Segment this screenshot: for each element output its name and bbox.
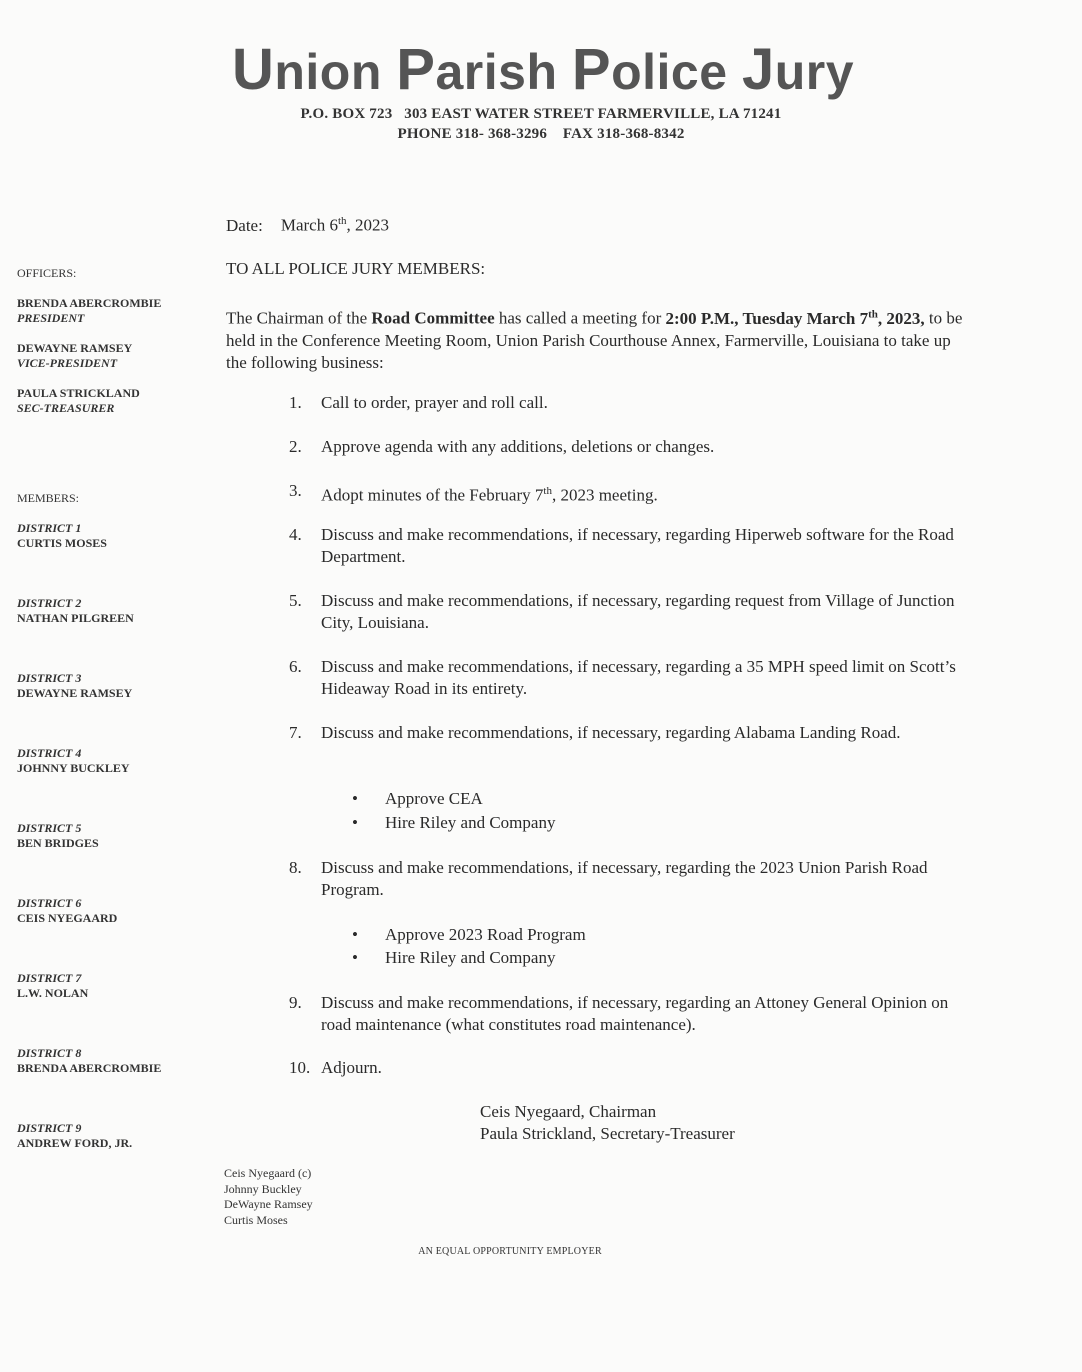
agenda-number: 9. <box>289 993 302 1012</box>
bullet-icon: • <box>352 813 358 832</box>
officer-entry <box>17 386 140 416</box>
agenda-number: 6. <box>289 657 302 676</box>
agenda-text: Adopt minutes of the February 7th, 2023 meeting. <box>321 485 658 505</box>
agenda-text: Call to order, prayer and roll call. <box>321 393 548 412</box>
intro-text: has called a meeting for <box>494 308 666 328</box>
cc-name: Johnny Buckley <box>224 1181 302 1196</box>
letter-date <box>226 215 389 236</box>
member-entry <box>17 1046 161 1076</box>
agenda-sub-item <box>352 813 555 833</box>
intro-text: The Chairman of the <box>226 308 372 328</box>
agenda-item <box>289 857 969 901</box>
member-name: ANDREW FORD, JR. <box>17 1136 133 1150</box>
agenda-text: Approve agenda with any additions, deletions or changes. <box>321 437 715 456</box>
agenda-item <box>289 656 969 700</box>
agenda-item <box>289 524 969 568</box>
officer-name: BRENDA ABERCROMBIE <box>17 296 162 310</box>
cc-name: Curtis Moses <box>224 1212 288 1227</box>
member-name: BEN BRIDGES <box>17 836 99 850</box>
bullet-icon: • <box>352 925 358 944</box>
agenda-text: Discuss and make recommendations, if necessary, regarding the 2023 Union Parish Road Program. <box>321 858 928 899</box>
agenda-text: Discuss and make recommendations, if necessary, regarding request from Village of Junction City, Louisiana. <box>321 591 955 632</box>
member-entry <box>17 521 107 551</box>
title-word-union: Union <box>231 37 382 102</box>
meeting-time: 2:00 P.M., Tuesday March 7th, 2023, <box>665 308 925 328</box>
member-entry <box>17 821 99 851</box>
agenda-number: 2. <box>289 437 302 456</box>
agenda-item <box>289 392 969 414</box>
member-entry <box>17 596 134 626</box>
agenda-item <box>289 436 969 458</box>
agenda-number: 4. <box>289 525 302 544</box>
agenda-text: Discuss and make recommendations, if necessary, regarding Alabama Landing Road. <box>321 723 901 742</box>
date-label: Date: <box>226 215 263 235</box>
agenda-sub-item <box>352 948 555 968</box>
agenda-text: Discuss and make recommendations, if necessary, regarding a 35 MPH speed limit on Scott’s Hideaway Road in its entirety. <box>321 657 956 698</box>
officer-entry <box>17 296 161 326</box>
member-district: DISTRICT 8 <box>17 1046 82 1060</box>
agenda-item <box>289 480 969 507</box>
member-entry <box>17 971 88 1001</box>
member-district: DISTRICT 7 <box>17 971 82 985</box>
signature-secretary: Paula Strickland, Secretary-Treasurer <box>480 1124 735 1143</box>
intro-text: to be held in the Conference Meeting Room, Union Parish Courthouse Annex, Farmerville, Louisiana to take up the following business: <box>226 308 963 372</box>
signature-chairman: Ceis Nyegaard, Chairman <box>480 1102 657 1121</box>
officer-role: SEC-TREASURER <box>17 401 115 415</box>
member-name: CURTIS MOSES <box>17 536 107 550</box>
member-district: DISTRICT 6 <box>17 896 82 910</box>
cc-list <box>224 1166 313 1228</box>
agenda-item <box>289 722 969 744</box>
member-entry <box>17 671 132 701</box>
agenda-item <box>289 590 969 634</box>
member-district: DISTRICT 2 <box>17 596 82 610</box>
officer-name: DEWAYNE RAMSEY <box>17 341 133 355</box>
sub-item-text: Hire Riley and Company <box>385 813 556 832</box>
phone-fax-line: PHONE 318- 368-3296 FAX 318-368-8342 <box>397 126 685 142</box>
member-name: JOHNNY BUCKLEY <box>17 761 130 775</box>
cc-name: DeWayne Ramsey <box>224 1197 313 1211</box>
agenda-number: 3. <box>289 481 302 500</box>
agenda-item <box>289 992 969 1036</box>
title-word-parish: Parish <box>396 37 558 102</box>
sub-item-text: Approve CEA <box>385 789 483 808</box>
member-district: DISTRICT 4 <box>17 746 82 760</box>
officer-name: PAULA STRICKLAND <box>17 386 140 400</box>
footer-eoe: AN EQUAL OPPORTUNITY EMPLOYER <box>418 1246 602 1257</box>
agenda-number: 7. <box>289 723 302 742</box>
officer-role: PRESIDENT <box>17 311 85 325</box>
member-name: DEWAYNE RAMSEY <box>17 686 133 700</box>
date-year: , 2023 <box>346 215 390 235</box>
officer-role: VICE-PRESIDENT <box>17 356 118 370</box>
agenda-sub-item <box>352 925 586 945</box>
member-name: CEIS NYEGAARD <box>17 911 118 925</box>
agenda-item <box>289 1057 969 1079</box>
date-month: March 6 <box>280 215 338 235</box>
title-word-jury: Jury <box>741 37 855 102</box>
member-district: DISTRICT 1 <box>17 521 82 535</box>
member-name: NATHAN PILGREEN <box>17 611 134 625</box>
agenda-text: Discuss and make recommendations, if necessary, regarding an Attoney General Opinion on road maintenance (what constitutes road maintenance). <box>321 993 949 1034</box>
agenda-number: 1. <box>289 393 302 412</box>
letterhead-title <box>0 36 1082 103</box>
sub-item-text: Approve 2023 Road Program <box>385 925 586 944</box>
committee-name: Road Committee <box>371 308 495 328</box>
date-suffix: th <box>337 215 347 227</box>
bullet-icon: • <box>352 789 358 808</box>
agenda-number: 5. <box>289 591 302 610</box>
member-entry <box>17 746 130 776</box>
agenda-text: Adjourn. <box>321 1058 382 1077</box>
member-district: DISTRICT 5 <box>17 821 82 835</box>
member-entry <box>17 1121 132 1151</box>
signature-block <box>480 1101 735 1145</box>
officers-heading: OFFICERS: <box>17 266 77 280</box>
member-name: L.W. NOLAN <box>17 986 89 1000</box>
officer-entry <box>17 341 132 371</box>
cc-name: Ceis Nyegaard (c) <box>224 1166 312 1180</box>
member-district: DISTRICT 9 <box>17 1121 82 1135</box>
letter-greeting: TO ALL POLICE JURY MEMBERS: <box>226 259 486 278</box>
title-word-police: Police <box>571 37 728 102</box>
member-district: DISTRICT 3 <box>17 671 82 685</box>
agenda-number: 8. <box>289 858 302 877</box>
address-line: P.O. BOX 723 303 EAST WATER STREET FARMERVILLE, LA 71241 <box>300 106 782 122</box>
member-name: BRENDA ABERCROMBIE <box>17 1061 162 1075</box>
sub-item-text: Hire Riley and Company <box>385 948 556 967</box>
member-entry <box>17 896 117 926</box>
members-heading: MEMBERS: <box>17 491 80 505</box>
agenda-text: Discuss and make recommendations, if necessary, regarding Hiperweb software for the Road Department. <box>321 525 954 566</box>
intro-paragraph <box>226 303 966 374</box>
agenda-number: 10. <box>289 1058 311 1077</box>
agenda-sub-item <box>352 789 483 809</box>
bullet-icon: • <box>352 948 358 967</box>
